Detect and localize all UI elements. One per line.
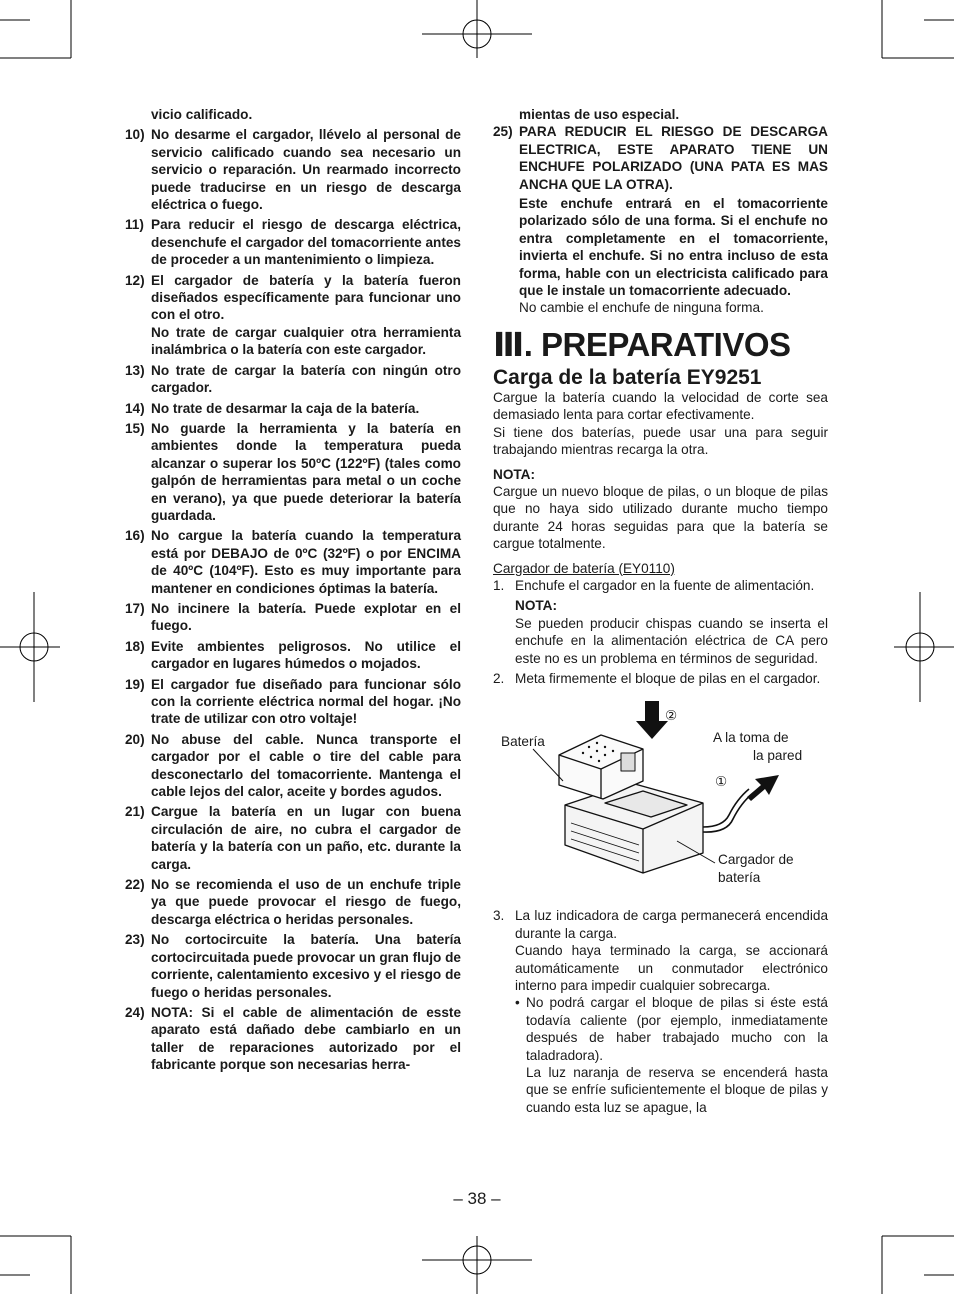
list-item-continuation: mientas de uso especial. (519, 107, 680, 122)
step-number: 1. (493, 577, 505, 593)
plug-explanation: Este enchufe entrará en el tomacorriente polarizado sólo de una forma. Si el enchufe no entra completamente en el tomacorriente, invierta el enchufe. Si no entra incluso de esta forma, hable con un electricista calificado para que le instale un tomacorriente adecuado. (519, 196, 828, 299)
plug-warning: No cambie el enchufe de ninguna forma. (519, 300, 764, 316)
item-number: 18) (125, 638, 145, 654)
item-text: El cargador de batería y la batería fueron diseñados específicamente para funcionar uno con el otro. (151, 272, 461, 323)
list-item (493, 123, 828, 193)
item-text: No abuse del cable. Nunca transporte el cargador por el cable o tire del cable para desconectarlo del tomacorriente. Mantenga el cable lejos del calor, aceite y bordes agudos. (151, 731, 461, 800)
item-number: 25) (493, 124, 513, 140)
page-number: – 38 – (453, 1189, 501, 1208)
item-number: 17) (125, 600, 145, 616)
marker-1: ① (715, 774, 728, 790)
step-text: Meta firmemente el bloque de pilas en el cargador. (515, 670, 821, 686)
item-number: 10) (125, 127, 145, 143)
list-item (125, 216, 461, 268)
section-title: Ⅲ. PREPARATIVOS (493, 325, 791, 363)
item-text: No cortocircuite la batería. Una batería cortocircuitada puede provocar un gran flujo de corriente, calentamiento excesivo y el riesgo de fuego o heridas personales. (151, 932, 461, 1000)
item-text: NOTA: Si el cable de alimentación de esste aparato está dañado debe cambiarlo en un taller de reparaciones autorizado por el fabricante porque son necesarias herra- (151, 1004, 461, 1073)
list-item (125, 527, 461, 597)
item-text: No cargue la batería cuando la temperatura está por DEBAJO de 0ºC (32ºF) o por ENCIMA de 40ºC (104ºF). Esto es muy importante para mantener en condiciones óptimas la batería. (151, 528, 461, 596)
intro-paragraph: Si tiene dos baterías, puede usar una para seguir trabajando mientras recarga la otra. (493, 424, 828, 458)
list-item (125, 731, 461, 801)
intro-paragraph: Cargue la batería cuando la velocidad de corte sea demasiado lenta para cortar efectivamente. (493, 389, 828, 423)
item-text: No guarde la herramienta y la batería en ambientes donde la temperatura pueda alcanzar o superar los 50ºC (122ºF) (tales como galpón de herramientas para metal o un coche en verano), ya que puede deteriorar la batería guardada. (151, 420, 461, 523)
item-text: Evite ambientes peligrosos. No utilice el cargador en lugares húmedos o mojados. (151, 638, 461, 672)
charger-heading: Cargador de batería (EY0110) (493, 560, 675, 576)
preparation-column (493, 106, 828, 1116)
label-charger-line2: batería (718, 870, 761, 886)
list-item-text: No trate de cargar cualquier otra herramienta inalámbrica o la batería con este cargador. (151, 324, 461, 358)
safety-instructions-column (125, 106, 461, 1077)
marker-2: ② (665, 708, 678, 724)
label-outlet-line1: A la toma de (713, 730, 789, 746)
charger-drawing (493, 695, 828, 901)
subsection-title: Carga de la batería EY9251 (493, 365, 762, 389)
item-number: 11) (125, 217, 144, 233)
step-text: La luz indicadora de carga permanecerá encendida durante la carga. (515, 908, 828, 941)
label-battery: Batería (501, 734, 545, 750)
item-text: PARA REDUCIR EL RIESGO DE DESCARGA ELECTRICA, ESTE APARATO TIENE UN ENCHUFE POLARIZADO (UNA PATA ES MAS ANCHA QUE LA OTRA). (519, 124, 828, 192)
item-text: No incinere la batería. Puede explotar en el fuego. (151, 600, 461, 634)
item-text: No desarme el cargador, llévelo al personal de servicio calificado cuando sea necesario un servicio o reparación. Un rearmado incorrecto puede traducirse en un riesgo de descarga eléctrica o fuego. (151, 127, 461, 213)
list-item (125, 1004, 461, 1074)
list-item (125, 272, 461, 324)
list-item (125, 638, 461, 673)
item-number: 14) (125, 400, 145, 416)
item-text: Para reducir el riesgo de descarga eléctrica, desenchufe el cargador del tomacorriente antes de proceder a un mantenimiento o limpieza. (151, 217, 461, 268)
step-3 (493, 907, 828, 942)
list-item-text: vicio calificado. (151, 107, 253, 122)
item-number: 20) (125, 731, 145, 747)
item-number: 21) (125, 804, 145, 820)
label-outlet-line2: la pared (753, 748, 803, 764)
item-number: 12) (125, 272, 145, 288)
list-item (125, 400, 461, 417)
list-item (125, 600, 461, 635)
item-number: 22) (125, 877, 145, 893)
item-number: 16) (125, 528, 145, 544)
step-number: 3. (493, 908, 505, 924)
list-item (125, 126, 461, 213)
list-item-continuation (151, 324, 461, 359)
item-number: 24) (125, 1004, 145, 1020)
item-text: Cargue la batería en un lugar con buena circulación de aire, no cubra el cargador de batería y la batería con un paño, etc. durante la carga. (151, 804, 461, 872)
bullet-paragraph: La luz naranja de reserva se encenderá hasta que se enfríe suficientemente el bloque de pilas y cuando esta luz se apague, la (526, 1065, 828, 1115)
item-text: No trate de cargar la batería con ningún otro cargador. (151, 362, 461, 396)
bullet-mark: • (515, 995, 520, 1011)
step-1 (493, 577, 828, 594)
label-charger-line1: Cargador de (718, 852, 794, 868)
item-text: No se recomienda el uso de un enchufe triple ya que puede provocar el riesgo de fuego, descarga eléctrica o heridas personales. (151, 877, 461, 927)
bullet-text: No podrá cargar el bloque de pilas si éste está todavía caliente (por ejemplo, inmediatamente después de haber trabajado mucho con la taladradora). (526, 995, 828, 1063)
item-number: 15) (125, 420, 145, 436)
step-2 (493, 670, 828, 687)
list-item (151, 106, 461, 123)
list-item (125, 803, 461, 873)
note-text: Se pueden producir chispas cuando se inserta el enchufe en la alimentación eléctrica de CA pero este no es un problema en términos de seguridad. (515, 615, 828, 666)
item-number: 19) (125, 676, 145, 692)
item-text: No trate de desarmar la caja de la batería. (151, 400, 420, 416)
item-number: 23) (125, 932, 145, 948)
list-item (125, 420, 461, 524)
list-item (125, 876, 461, 928)
step-number: 2. (493, 670, 505, 686)
note-label: NOTA: (493, 466, 536, 482)
step-text: Enchufe el cargador en la fuente de alimentación. (515, 577, 815, 593)
item-number: 13) (125, 362, 145, 378)
bullet-item (515, 994, 828, 1064)
charger-illustration (493, 695, 828, 901)
note-text: Cargue un nuevo bloque de pilas, o un bloque de pilas que no haya sido utilizado durante mucho tiempo durante 24 horas seguidas para que la batería se cargue totalmente. (493, 483, 828, 552)
note-label: NOTA: (515, 598, 558, 614)
list-item (125, 676, 461, 728)
list-item (125, 931, 461, 1001)
step-3-paragraph: Cuando haya terminado la carga, se accionará automáticamente un conmutador electrónico interno para impedir cualquier sobrecarga. (515, 943, 828, 993)
item-text: El cargador fue diseñado para funcionar sólo con la corriente eléctrica normal del hogar. ¡No trate de utilizar con otro voltaje! (151, 676, 461, 727)
list-item (125, 362, 461, 397)
